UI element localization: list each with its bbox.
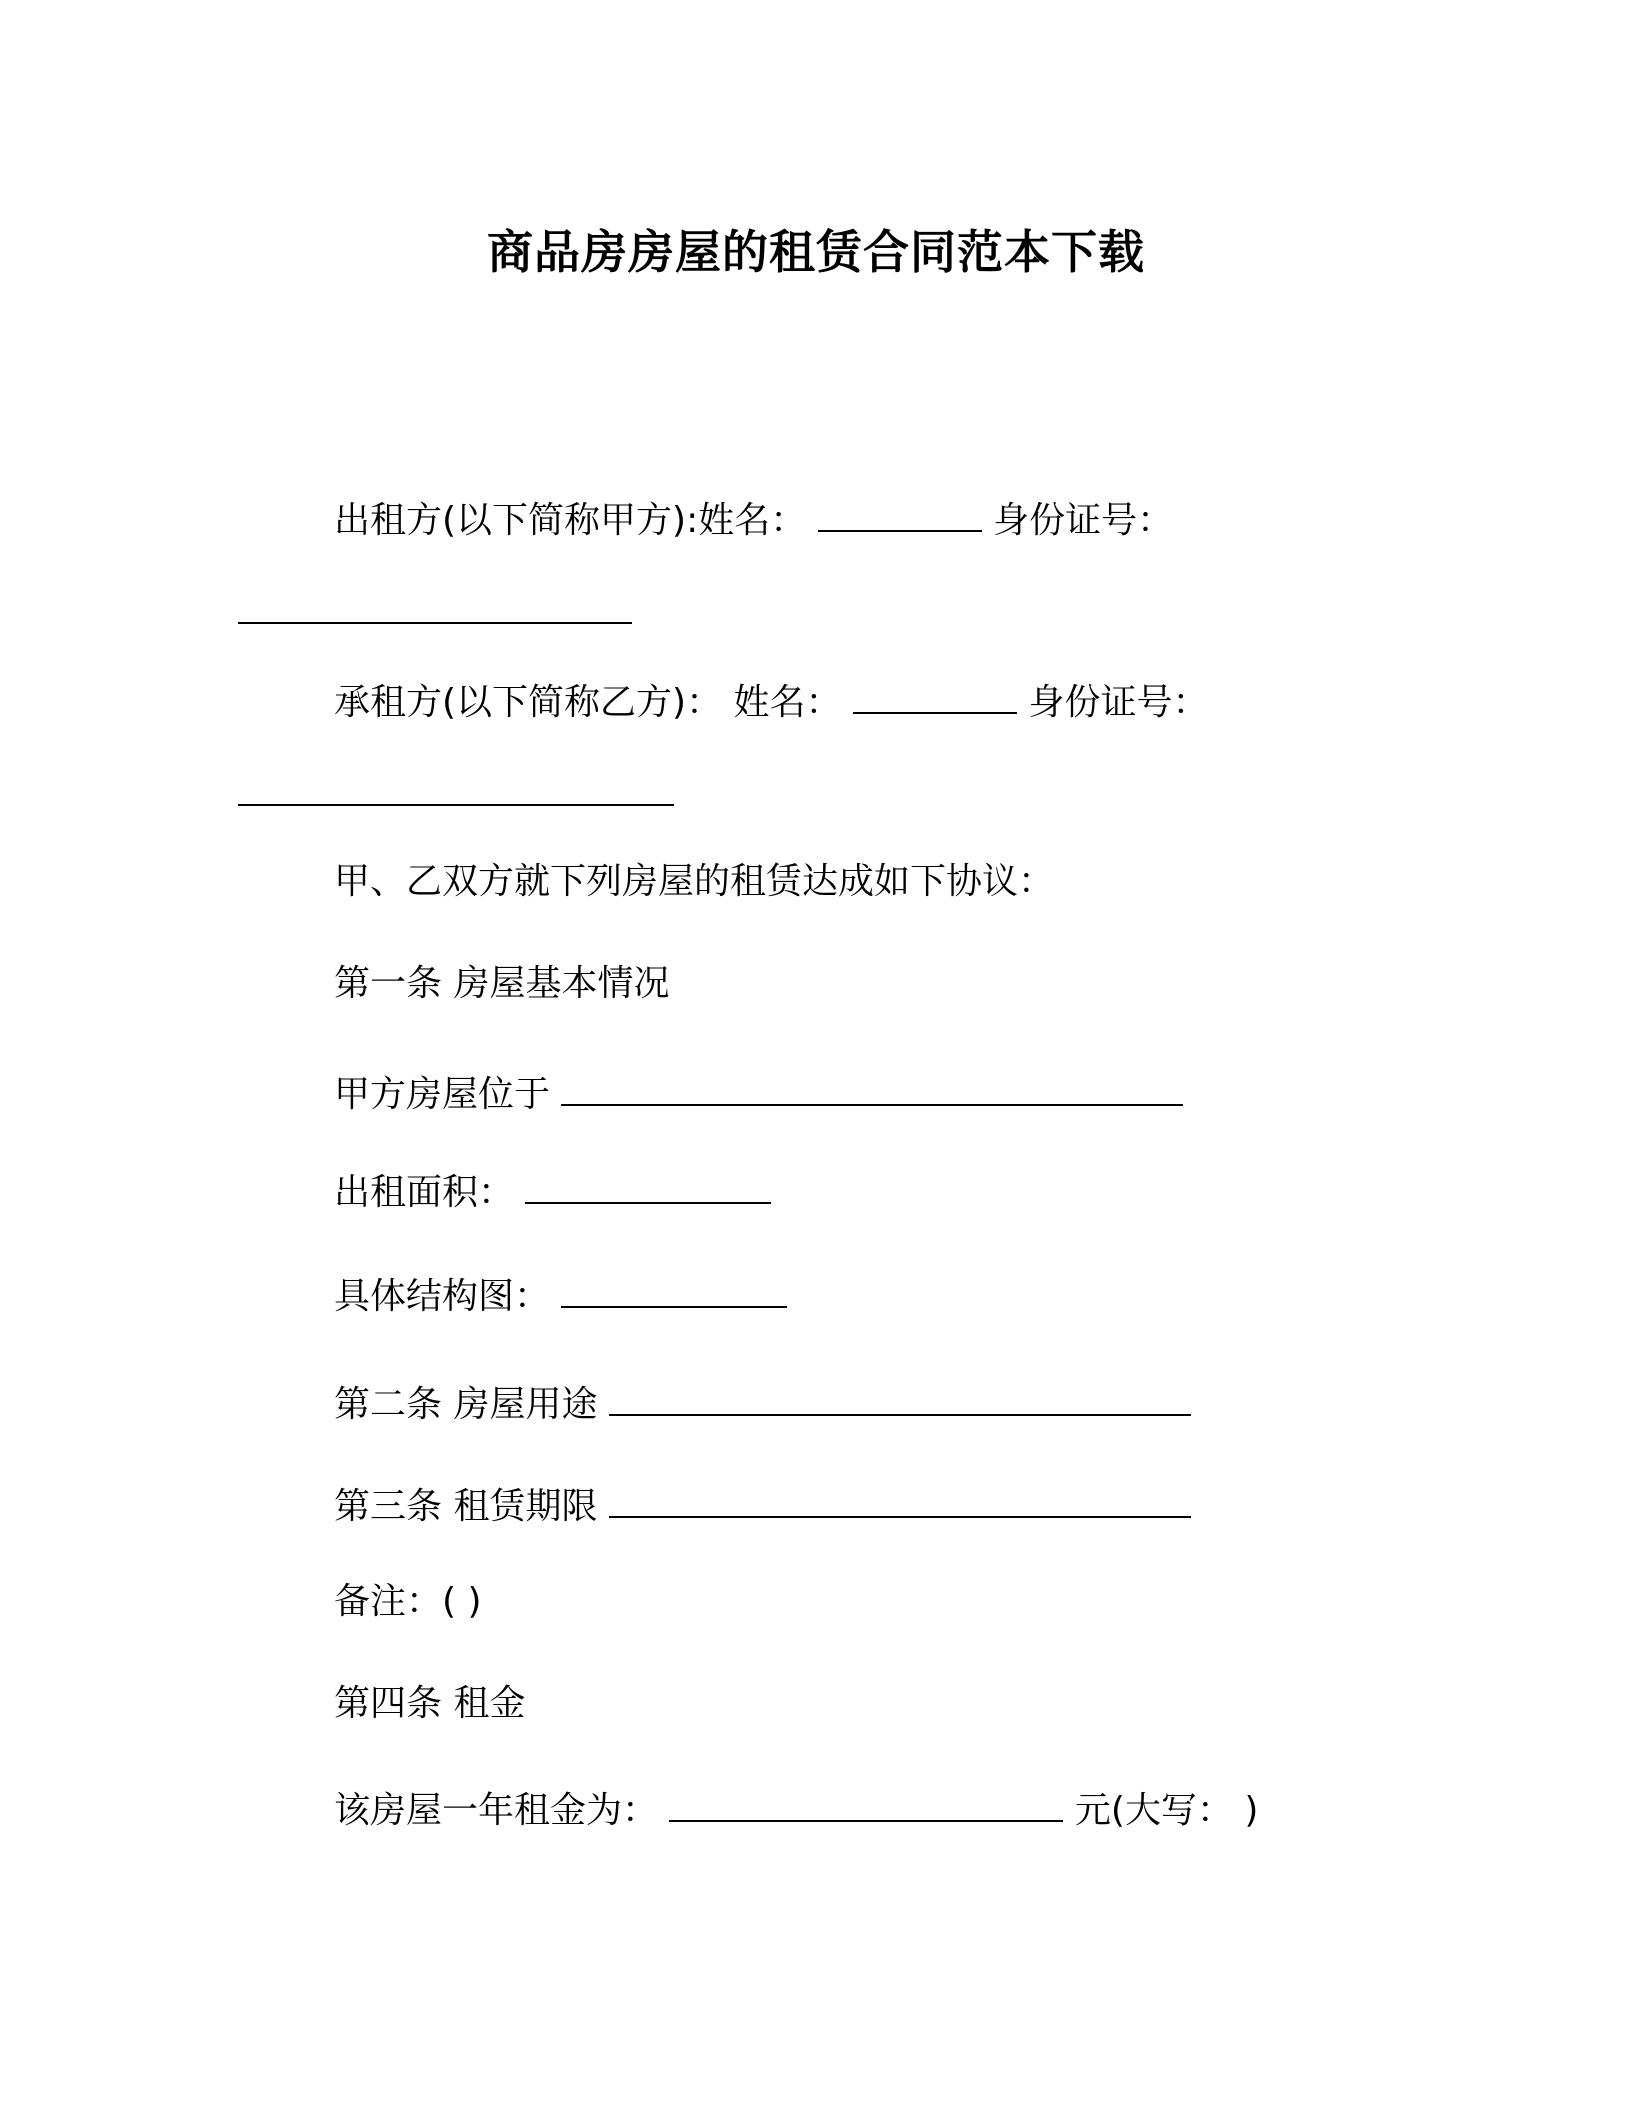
area-label: 出租面积： xyxy=(334,1172,515,1213)
article-3-heading: 第三条 租赁期限 xyxy=(334,1486,598,1527)
term-blank[interactable] xyxy=(609,1482,1191,1518)
area-blank[interactable] xyxy=(525,1168,771,1204)
rent-suffix: 元(大写： ) xyxy=(1074,1790,1259,1831)
location-label: 甲方房屋位于 xyxy=(334,1074,551,1115)
article-4-heading: 第四条 租金 xyxy=(334,1683,526,1724)
remark-text: 备注：( ) xyxy=(334,1581,482,1622)
area-line xyxy=(334,1168,771,1215)
lessee-id-blank[interactable] xyxy=(238,804,674,806)
article-1-heading: 第一条 房屋基本情况 xyxy=(334,963,670,1004)
article-2-line xyxy=(334,1380,1191,1427)
location-line xyxy=(334,1070,1183,1117)
lessee-line xyxy=(334,678,1208,725)
document-title: 商品房房屋的租赁合同范本下载 xyxy=(487,225,1145,279)
structure-label: 具体结构图： xyxy=(334,1276,551,1317)
lessee-name-label: 承租方(以下简称乙方)： 姓名： xyxy=(334,682,842,723)
rent-label: 该房屋一年租金为： xyxy=(334,1790,659,1831)
lessor-id-blank[interactable] xyxy=(238,622,632,624)
rent-amount-blank[interactable] xyxy=(669,1786,1063,1822)
lessor-id-label: 身份证号： xyxy=(993,500,1174,541)
rent-line xyxy=(334,1786,1258,1833)
lessor-line xyxy=(334,496,1173,543)
structure-blank[interactable] xyxy=(561,1272,787,1308)
agreement-text: 甲、乙双方就下列房屋的租赁达成如下协议： xyxy=(334,861,1055,902)
usage-blank[interactable] xyxy=(609,1380,1191,1416)
lessee-name-blank[interactable] xyxy=(853,678,1017,714)
lessor-name-label: 出租方(以下简称甲方):姓名： xyxy=(334,500,807,541)
article-3-line xyxy=(334,1482,1191,1529)
lessor-name-blank[interactable] xyxy=(818,496,982,532)
location-blank[interactable] xyxy=(561,1070,1183,1106)
structure-line xyxy=(334,1272,787,1319)
article-2-heading: 第二条 房屋用途 xyxy=(334,1384,598,1425)
lessee-id-label: 身份证号： xyxy=(1028,682,1209,723)
